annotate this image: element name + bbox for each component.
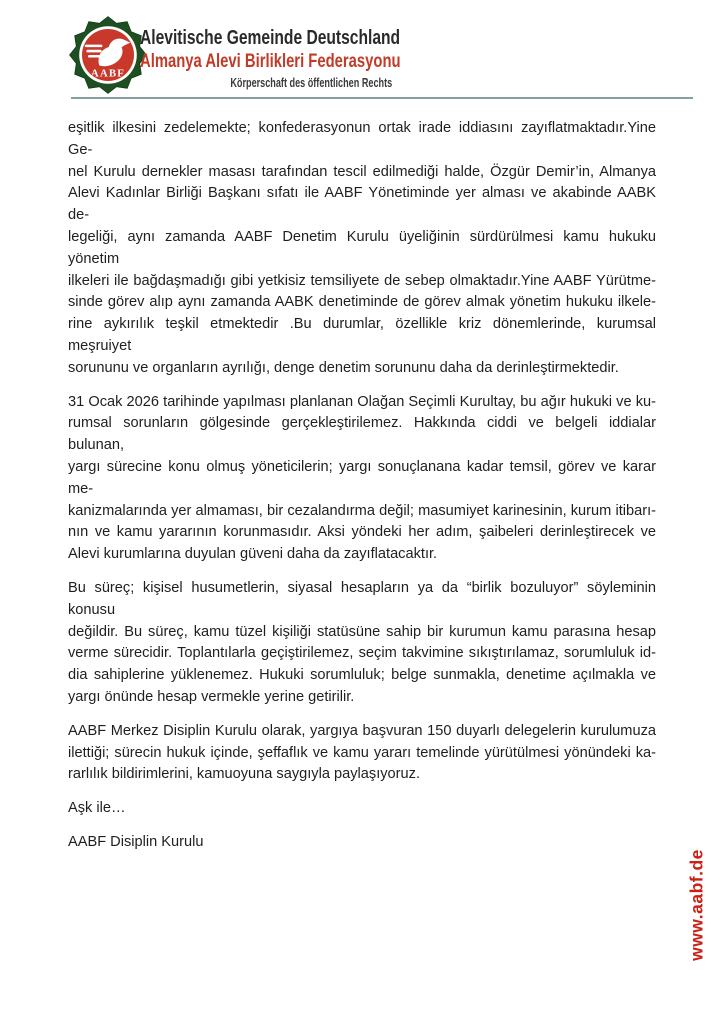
text-line: yargı sürecine konu olmuş yöneticilerin; yargı sonuçlanana kadar temsil, görev ve karar me-: [68, 458, 656, 497]
text-line: eşitlik ilkesini zedelemekte; konfederasyonun ortak irade iddiasını zayıflatmaktadır.Yine Ge-: [68, 120, 656, 158]
text-line: rine aykırılık teşkil etmektedir .Bu durumlar, özellikle kriz dönemlerinde, kurumsal meşruiyet: [68, 316, 656, 354]
text-line: Bu süreç; kişisel husumetlerin, siyasal hesapların ya da “birlik bozuluyor” söyleminin konusu: [68, 579, 656, 618]
org-legal-status: Körperschaft des öffentlichen Rechts: [230, 75, 392, 90]
text-line: kanizmalarında yer almaması, bir cezalandırma değil; masumiyet karinesinin, kurum itibarı-: [68, 502, 656, 519]
text-line: AABF Merkez Disiplin Kurulu olarak, yargıya başvuran 150 duyarlı delegelerin kurulumuza: [68, 722, 656, 739]
header-divider: [71, 97, 693, 99]
text-line: dia sahiplerine yüklenemez. Hukuki sorumluluk; belge sunmakla, denetime açılmakla ve: [68, 667, 656, 684]
text-line: Alevi Kadınlar Birliği Başkanı sıfatı ile AABF Yönetiminde yer alması ve akabinde AABK de-: [68, 185, 656, 224]
text-line: nel Kurulu dernekler masası tarafından tescil edilmediği halde, Özgür Demir’in, Almanya: [68, 163, 656, 180]
org-name-turkish: Almanya Alevi Birlikleri Federasyonu: [140, 51, 401, 72]
text-line: nın ve kamu yararının korunmasıdır. Aksi yöndeki her adım, şaibeleri derinleştirecek ve: [68, 524, 656, 541]
text-line: ilkeleri ile bağdaşmadığı gibi yetkisiz temsiliyete de sebep olmaktadır.Yine AABF Yürütme-: [68, 272, 656, 289]
text-line: rumsal sorunların gölgesinde gerçekleştirilemez. Hakkında ciddi ve belgeli iddialar bulunan,: [68, 415, 656, 454]
text-line: sinde görev alıp aynı zamanda AABK denetiminde de görev almak yönetim hukuku ilkele-: [68, 294, 656, 311]
text-line: ilettiği; sürecin hukuk içinde, şeffaflık ve kamu yararı temelinde yürütülmesi yönündeki ka-: [68, 744, 656, 761]
logo-acronym: AABF: [90, 67, 126, 80]
aabf-logo: [68, 15, 148, 95]
paragraph: [68, 578, 656, 709]
letterhead-text: [140, 27, 401, 93]
text-line: yargı önünde hesap vermekle yerine getirilir.: [68, 688, 355, 705]
text-line: sorununu ve organların ayrılığı, denge denetim sorununu daha da derinleştirmektedir.: [68, 359, 619, 376]
paragraph: [68, 118, 656, 380]
text-line: verme sürecidir. Toplantılarla geçiştirilemez, seçim takvimine sıkıştırılamaz, sorumluluk id-: [68, 645, 656, 662]
org-name-german: Alevitische Gemeinde Deutschland: [140, 27, 401, 49]
paragraph: [68, 721, 656, 786]
letter-body: [68, 118, 656, 854]
closing-salutation: Aşk ile…: [68, 800, 126, 817]
text-line: rarlılık bildirimlerini, kamuoyuna saygıyla paylaşıyoruz.: [68, 766, 421, 783]
text-line: Alevi kurumlarına duyulan güveni daha da zayıflatacaktır.: [68, 546, 438, 563]
text-line: 31 Ocak 2026 tarihinde yapılması planlanan Olağan Seçimli Kurultay, bu ağır hukuki ve ku-: [68, 393, 656, 410]
paragraph: [68, 392, 656, 566]
text-line: değildir. Bu süreç, kamu tüzel kişiliği statüsüne sahip bir kurumun kamu parasına hesap: [68, 623, 656, 640]
aabf-seal-icon: [68, 15, 148, 95]
text-line: legeliği, aynı zamanda AABF Denetim Kurulu üyeliğinin sürdürülmesi kamu hukuku yönetim: [68, 228, 656, 267]
signature-line: AABF Disiplin Kurulu: [68, 833, 204, 850]
website-vertical-text: www.aabf.de: [686, 849, 707, 961]
